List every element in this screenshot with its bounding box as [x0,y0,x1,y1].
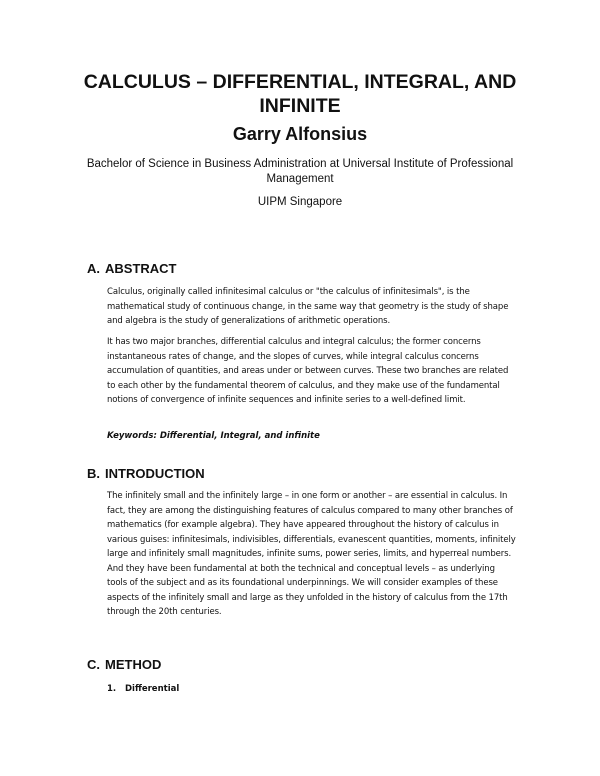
abstract-paragraph-1: Calculus, originally called infinitesimal calculus or "the calculus of infinitesimals", is the mathematical study of continuous change, in the same way that geometry is the study of shape and algebra is the study of generalizations of arithmetic operations. [107,287,509,326]
method-subsection-label: Differential [125,684,180,694]
paper-title: CALCULUS – DIFFERENTIAL, INTEGRAL, AND INFINITE [83,71,517,117]
abstract-heading-number: A. [87,261,100,276]
method-subsection-number: 1. [107,684,117,694]
abstract-heading-text: ABSTRACT [105,261,177,276]
introduction-paragraph: The infinitely small and the infinitely large – in one form or another – are essential in calculus. In fact, they are among the distinguishing features of calculus compared to many other branches of mathematics (for example algebra). They have appeared throughout the history of calculus in various guises: infinitesimals, indivisibles, differentials, evanescent quantities, moments, infinitely large and infinitely small magnitudes, infinite sums, power series, limits, and hyperreal numbers. And they have been fundamental at both the technical and conceptual levels – as underlying tools of the subject and as its foundational underpinnings. We will consider examples of these aspects of the infinitely small and large as they unfolded in the history of calculus from the 17th through the 20th centuries. [107,491,516,617]
method-heading [87,657,161,673]
introduction-heading [87,466,205,482]
abstract-paragraph-2: It has two major branches, differential calculus and integral calculus; the former concerns instantaneous rates of change, and the slopes of curves, while integral calculus concerns accumulation of quantities, and areas under or between curves. These two branches are related to each other by the fundamental theorem of calculus, and they make use of the fundamental notions of convergence of infinite sequences and infinite series to a well-defined limit. [107,337,509,405]
method-subsection-differential [107,682,179,696]
author-location: UIPM Singapore [257,196,343,208]
author-name: Garry Alfonsius [232,124,368,144]
method-heading-text: METHOD [105,657,162,672]
keywords-line: Keywords: Differential, Integral, and infinite [107,431,320,441]
abstract-heading [87,261,177,277]
introduction-heading-text: INTRODUCTION [105,466,205,481]
method-heading-number: C. [87,657,100,672]
introduction-heading-number: B. [87,466,100,481]
author-affiliation: Bachelor of Science in Business Administration at Universal Institute of Professional Management [86,158,514,185]
